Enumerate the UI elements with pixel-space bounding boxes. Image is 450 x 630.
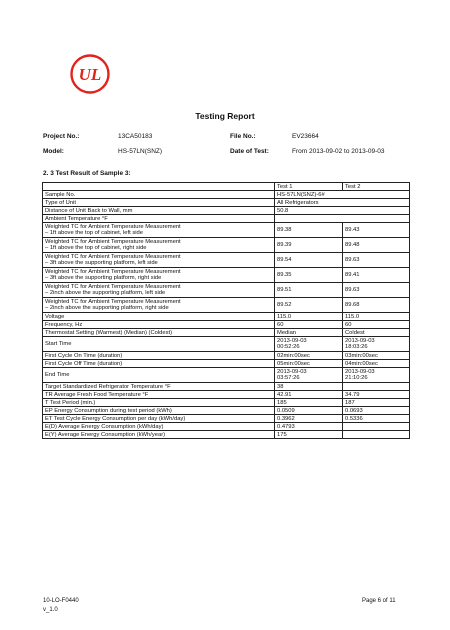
table-row	[43, 329, 410, 337]
row-test1-value: 175	[275, 431, 343, 439]
row-test2-value	[343, 431, 410, 439]
report-title: Testing Report	[195, 111, 255, 121]
row-test1-value: 185	[275, 399, 343, 407]
row-test1-value	[275, 215, 410, 223]
row-label: Weighted TC for Ambient Temperature Measurement – 3ft above the supporting platform, right side	[43, 268, 275, 283]
table-row	[43, 431, 410, 439]
row-test2-value: 89.43	[343, 223, 410, 238]
row-test1-value: 2013-09-03 03:57:26	[275, 368, 343, 383]
row-test1-value: 05min:00sec	[275, 360, 343, 368]
row-test1-value: Median	[275, 329, 343, 337]
row-test2-value	[343, 423, 410, 431]
row-label: E(Y) Average Energy Consumption (kWh/year)	[43, 431, 275, 439]
table-row	[43, 199, 410, 207]
row-test2-value: 89.68	[343, 298, 410, 313]
row-test2-value: 89.41	[343, 268, 410, 283]
row-test1-value: All Refrigerators	[275, 199, 410, 207]
table-row	[43, 268, 410, 283]
project-label: Project No.:	[43, 133, 80, 140]
file-label: File No.:	[230, 133, 256, 140]
row-test2-value: 89.48	[343, 238, 410, 253]
row-label: T Test Period (min.)	[43, 399, 275, 407]
page-number: Page 6 of 11	[362, 598, 396, 604]
header-cell-blank	[43, 183, 275, 191]
row-test2-value: 0.5336	[343, 415, 410, 423]
row-test2-value: 89.63	[343, 253, 410, 268]
ul-logo-text: UL	[78, 65, 102, 84]
row-test2-value: 187	[343, 399, 410, 407]
model-label: Model:	[43, 148, 64, 155]
row-test2-value: 04min:00sec	[343, 360, 410, 368]
row-label: Thermostat Setting (Warmest) (Median) (Coldest)	[43, 329, 275, 337]
row-label: Ambient Temperature °F	[43, 215, 275, 223]
row-label: E(D) Average Energy Consumption (kWh/day)	[43, 423, 275, 431]
row-test1-value: 0.3962	[275, 415, 343, 423]
row-test1-value: 89.52	[275, 298, 343, 313]
row-test1-value: 89.39	[275, 238, 343, 253]
row-test2-value: 2013-09-03 21:10:26	[343, 368, 410, 383]
doc-code: 10-LO-F0440	[43, 598, 79, 604]
row-test1-value: 89.35	[275, 268, 343, 283]
date-label: Date of Test:	[230, 148, 269, 155]
table-header-row	[43, 183, 410, 191]
row-test2-value: 2013-09-03 18:03:26	[343, 337, 410, 352]
table-row	[43, 337, 410, 352]
project-value: 13CA50183	[118, 133, 153, 140]
row-label: Sample No.	[43, 191, 275, 199]
header-cell-test2: Test 2	[343, 183, 410, 191]
row-test1-value: 0.4793	[275, 423, 343, 431]
row-test2-value: 0.0693	[343, 407, 410, 415]
table-row	[43, 223, 410, 238]
row-label: First Cycle On Time (duration)	[43, 352, 275, 360]
table-row	[43, 321, 410, 329]
table-row	[43, 360, 410, 368]
table-row	[43, 207, 410, 215]
row-test2-value: 89.63	[343, 283, 410, 298]
row-test1-value: 60	[275, 321, 343, 329]
row-label: Type of Unit	[43, 199, 275, 207]
row-test1-value: 02min:00sec	[275, 352, 343, 360]
row-test1-value: 42.91	[275, 391, 343, 399]
table-row	[43, 383, 410, 391]
row-label: First Cycle Off Time (duration)	[43, 360, 275, 368]
table-row	[43, 298, 410, 313]
row-test1-value: 89.38	[275, 223, 343, 238]
row-label: Distance of Unit Back to Wall, mm	[43, 207, 275, 215]
table-row	[43, 313, 410, 321]
row-test2-value: 03min:00sec	[343, 352, 410, 360]
model-value: HS-57LN(SNZ)	[118, 148, 163, 155]
row-label: Target Standardized Refrigerator Temperature °F	[43, 383, 275, 391]
table-row	[43, 283, 410, 298]
row-label: Start Time	[43, 337, 275, 352]
row-label: Weighted TC for Ambient Temperature Measurement – 3ft above the supporting platform, left side	[43, 253, 275, 268]
row-label: TR Average Fresh Food Temperature °F	[43, 391, 275, 399]
row-test1-value: 0.0509	[275, 407, 343, 415]
row-label: Voltage	[43, 313, 275, 321]
row-label: Frequency, Hz	[43, 321, 275, 329]
table-row	[43, 391, 410, 399]
section-title: 2. 3 Test Result of Sample 3:	[43, 170, 131, 177]
row-label: Weighted TC for Ambient Temperature Measurement – 2inch above the supporting platform, left side	[43, 283, 275, 298]
table-row	[43, 407, 410, 415]
doc-version: v_1.0	[43, 607, 58, 613]
row-label: EP Energy Consumption during test period (kWh)	[43, 407, 275, 415]
row-test1-value: 50.8	[275, 207, 410, 215]
row-test1-value: 2013-09-03 00:52:26	[275, 337, 343, 352]
row-test2-value: 115.0	[343, 313, 410, 321]
table-row	[43, 215, 410, 223]
header-cell-test1: Test 1	[275, 183, 343, 191]
row-test1-value: 89.54	[275, 253, 343, 268]
table-row	[43, 399, 410, 407]
row-test2-value: 60	[343, 321, 410, 329]
ul-logo	[70, 54, 110, 94]
row-label: Weighted TC for Ambient Temperature Measurement – 2inch above the supporting platform, right side	[43, 298, 275, 313]
file-value: EV23664	[292, 133, 319, 140]
row-test2-value: 34.79	[343, 391, 410, 399]
row-test1-value: 89.51	[275, 283, 343, 298]
row-label: End Time	[43, 368, 275, 383]
row-test1-value: HS-57LN(SNZ)-6#	[275, 191, 410, 199]
table-row	[43, 191, 410, 199]
row-test1-value: 115.0	[275, 313, 343, 321]
table-row	[43, 415, 410, 423]
table-row	[43, 423, 410, 431]
row-label: Weighted TC for Ambient Temperature Measurement – 1ft above the top of cabinet, left side	[43, 223, 275, 238]
table-row	[43, 238, 410, 253]
row-label: ET Test Cycle Energy Consumption per day (kWh/day)	[43, 415, 275, 423]
date-value: From 2013-09-02 to 2013-09-03	[292, 148, 385, 155]
row-label: Weighted TC for Ambient Temperature Measurement – 1ft above the top of cabinet, right side	[43, 238, 275, 253]
row-test2-value	[343, 383, 410, 391]
table-row	[43, 352, 410, 360]
row-test1-value: 38	[275, 383, 343, 391]
results-table	[42, 182, 410, 439]
row-test2-value: Coldest	[343, 329, 410, 337]
table-row	[43, 368, 410, 383]
table-row	[43, 253, 410, 268]
